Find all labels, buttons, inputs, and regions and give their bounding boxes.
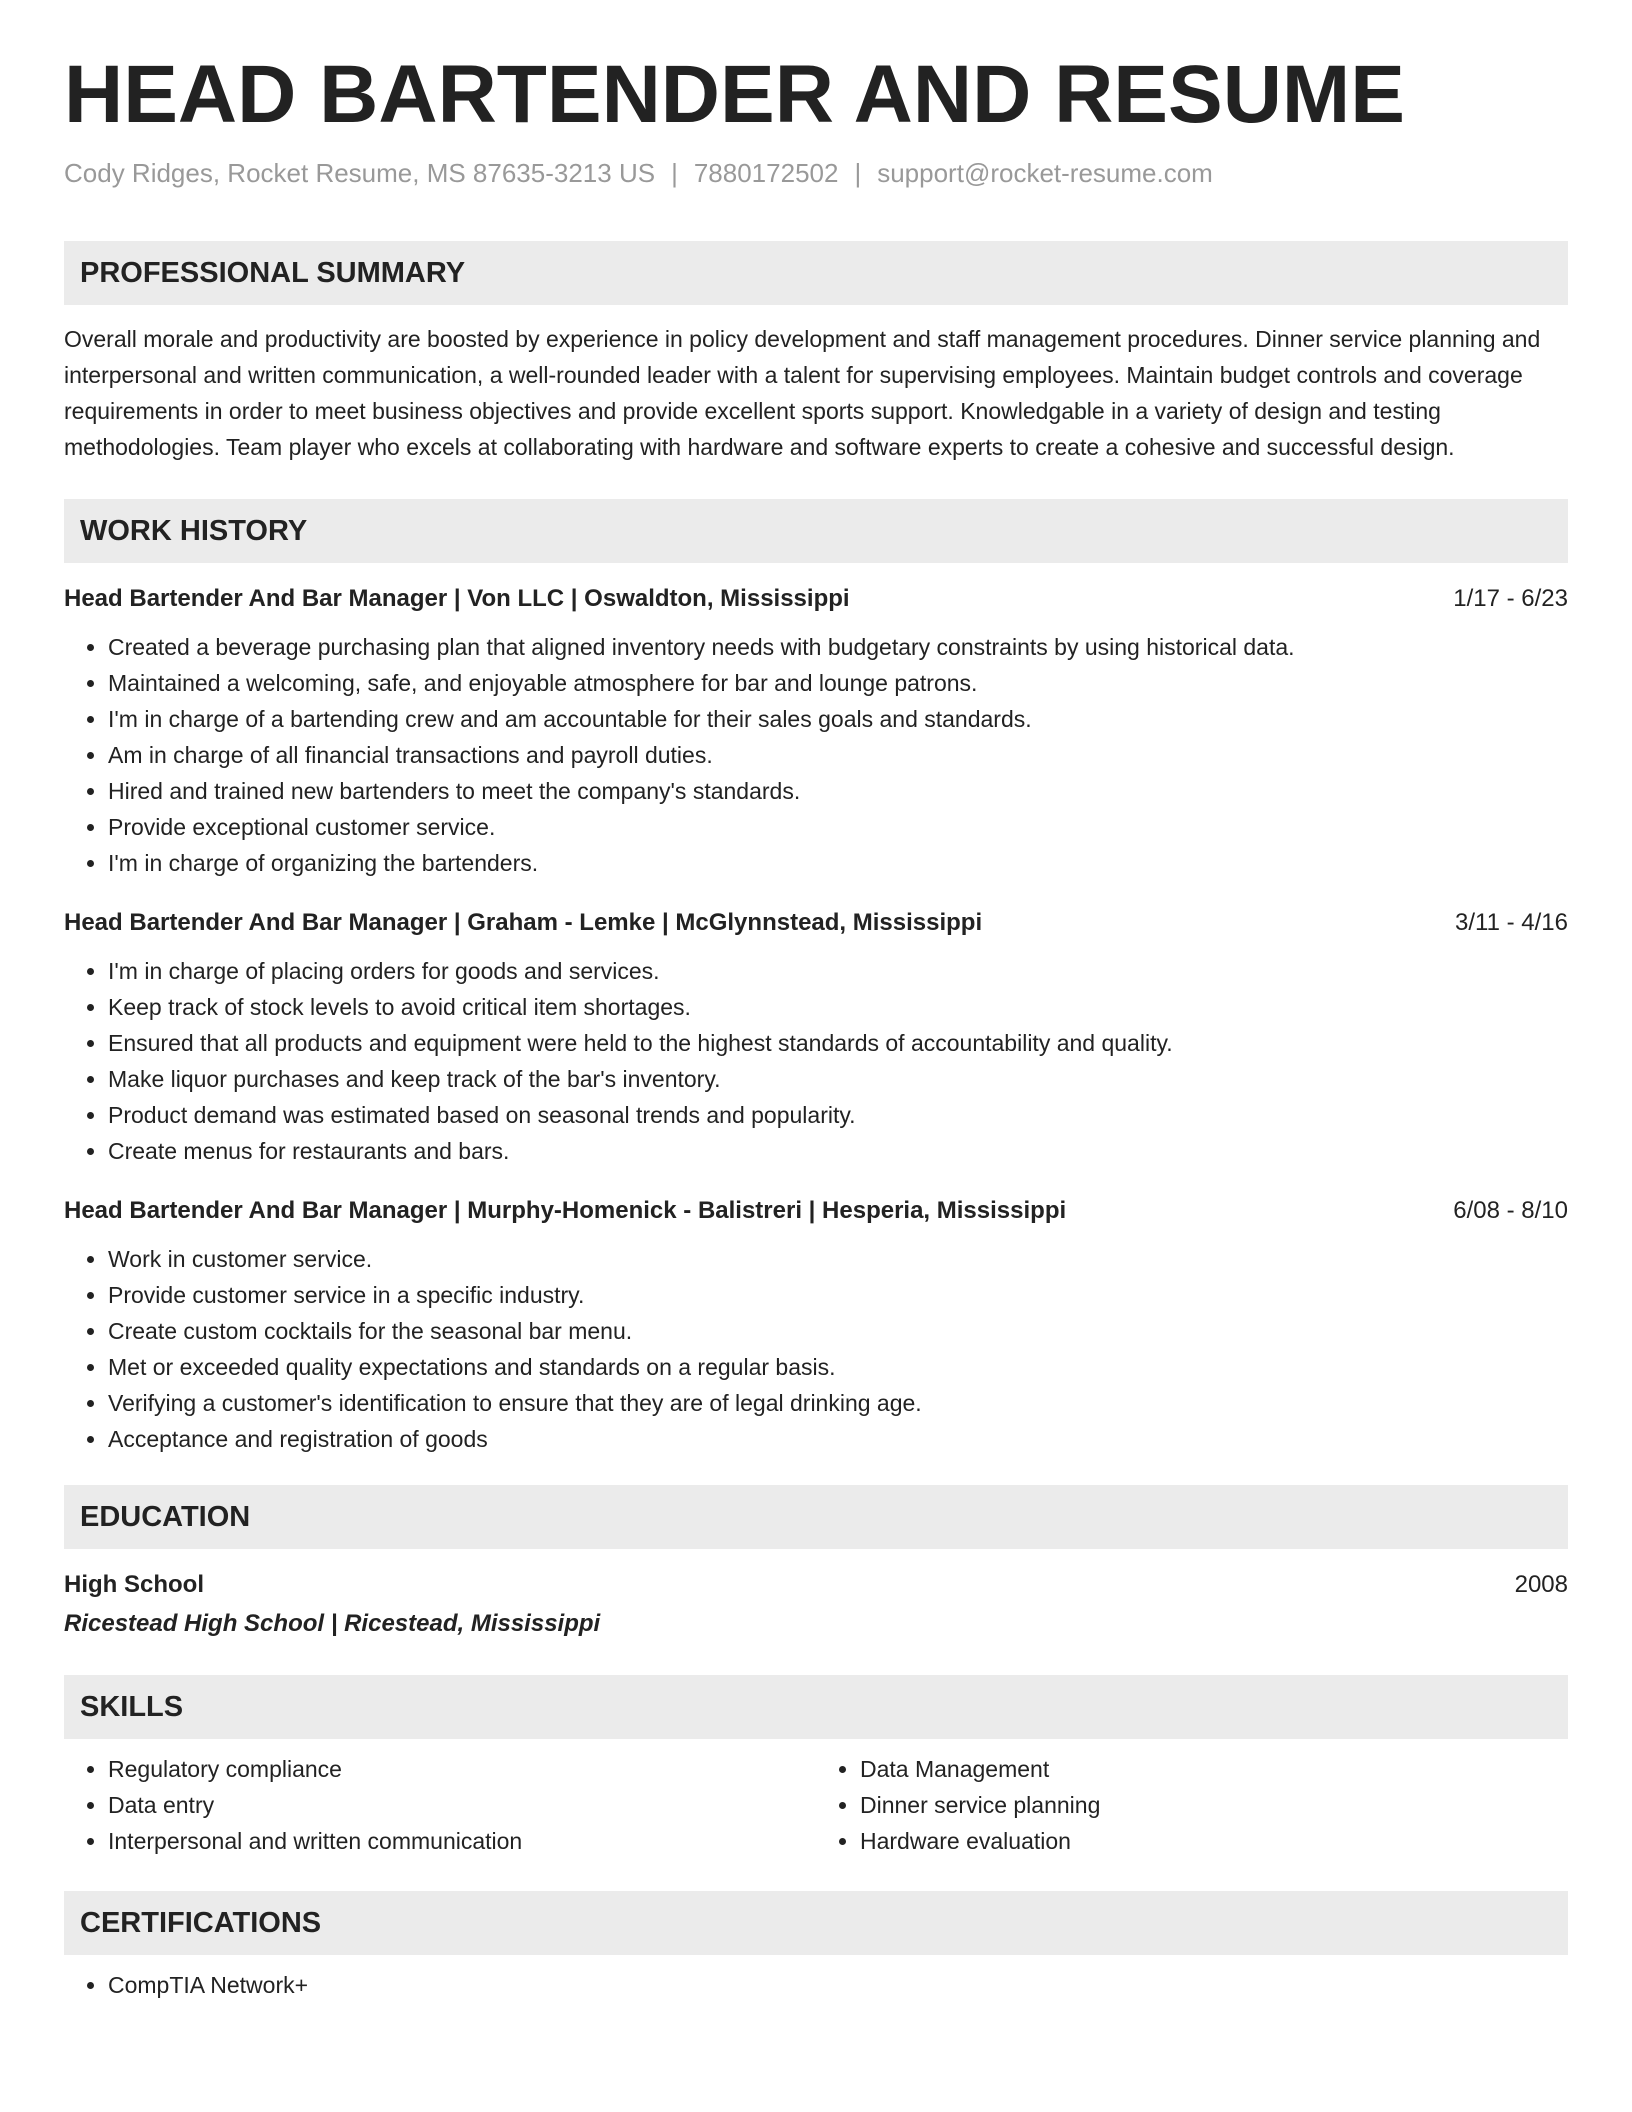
section-header-skills: SKILLS — [64, 1675, 1568, 1739]
contact-separator: | — [854, 158, 862, 189]
job-entry — [64, 581, 1568, 881]
job-bullet: • Am in charge of all financial transactions and payroll duties. — [108, 737, 1568, 773]
skill-item: • Dinner service planning — [860, 1787, 1568, 1823]
education-entry — [64, 1567, 1568, 1645]
job-dates: 1/17 - 6/23 — [1453, 585, 1568, 613]
job-bullet: • Make liquor purchases and keep track of the bar's inventory. — [108, 1061, 1568, 1097]
certification-item: • CompTIA Network+ — [108, 1967, 1568, 2003]
job-bullet: • I'm in charge of organizing the bartenders. — [108, 845, 1568, 881]
job-bullet: • Verifying a customer's identification to ensure that they are of legal drinking age. — [108, 1385, 1568, 1421]
job-bullet: • Keep track of stock levels to avoid critical item shortages. — [108, 989, 1568, 1025]
resume-page — [64, 50, 1568, 2003]
job-bullet: • Maintained a welcoming, safe, and enjoyable atmosphere for bar and lounge patrons. — [108, 665, 1568, 701]
certifications-list — [64, 1967, 1568, 2003]
job-bullet: • Met or exceeded quality expectations and standards on a regular basis. — [108, 1349, 1568, 1385]
job-bullet: • Product demand was estimated based on seasonal trends and popularity. — [108, 1097, 1568, 1133]
job-bullet: • Ensured that all products and equipment were held to the highest standards of accountability and quality. — [108, 1025, 1568, 1061]
contact-phone: 7880172502 — [693, 158, 839, 189]
contact-email: support@rocket-resume.com — [877, 158, 1213, 189]
skill-item: • Interpersonal and written communication — [108, 1823, 816, 1859]
job-bullet: • I'm in charge of placing orders for goods and services. — [108, 953, 1568, 989]
education-header — [64, 1567, 1568, 1603]
education-year: 2008 — [1514, 1571, 1568, 1599]
summary-text: Overall morale and productivity are boosted by experience in policy development and staff management procedures. Dinner service planning and interpersonal and written communication, a well-rounded leader with a talent for supervising employees. Maintain budget controls and coverage requirements in order to meet business objectives and provide excellent sports support. Knowledgable in a variety of design and testing methodologies. Team player who excels at collaborating with hardware and software experts to create a cohesive and successful design. — [64, 326, 1541, 461]
job-bullet: • Provide exceptional customer service. — [108, 809, 1568, 845]
job-bullet: • I'm in charge of a bartending crew and am accountable for their sales goals and standards. — [108, 701, 1568, 737]
skills-column-left — [64, 1751, 816, 1859]
section-header-certifications: CERTIFICATIONS — [64, 1891, 1568, 1955]
job-title: Head Bartender And Bar Manager | Graham - Lemke | McGlynnstead, Mississippi — [64, 909, 983, 937]
job-dates: 3/11 - 4/16 — [1455, 909, 1568, 937]
job-bullet: • Created a beverage purchasing plan that aligned inventory needs with budgetary constraints by using historical data. — [108, 629, 1568, 665]
job-title: Head Bartender And Bar Manager | Von LLC | Oswaldton, Mississippi — [64, 585, 850, 613]
job-entry — [64, 905, 1568, 1169]
job-header — [64, 905, 1568, 941]
job-header — [64, 581, 1568, 617]
job-bullets — [64, 1241, 1568, 1457]
contact-line — [64, 158, 1568, 189]
education-school: Ricestead High School | Ricestead, Mississippi — [64, 1610, 601, 1638]
job-entry — [64, 1193, 1568, 1457]
skill-item: • Data Management — [860, 1751, 1568, 1787]
education-degree: High School — [64, 1571, 204, 1599]
job-bullets — [64, 953, 1568, 1169]
job-bullet: • Acceptance and registration of goods — [108, 1421, 1568, 1457]
job-bullet: • Create menus for restaurants and bars. — [108, 1133, 1568, 1169]
skill-item: • Hardware evaluation — [860, 1823, 1568, 1859]
skill-item: • Regulatory compliance — [108, 1751, 816, 1787]
contact-address: Cody Ridges, Rocket Resume, MS 87635-3213 US — [64, 158, 656, 189]
section-header-education: EDUCATION — [64, 1485, 1568, 1549]
job-header — [64, 1193, 1568, 1229]
contact-separator: | — [671, 158, 678, 189]
skill-item: • Data entry — [108, 1787, 816, 1823]
job-bullet: • Hired and trained new bartenders to meet the company's standards. — [108, 773, 1568, 809]
job-bullet: • Work in customer service. — [108, 1241, 1568, 1277]
resume-title: HEAD BARTENDER AND RESUME — [64, 49, 1405, 140]
job-dates: 6/08 - 8/10 — [1453, 1197, 1568, 1225]
job-bullet: • Create custom cocktails for the seasonal bar menu. — [108, 1313, 1568, 1349]
job-bullet: • Provide customer service in a specific industry. — [108, 1277, 1568, 1313]
job-title: Head Bartender And Bar Manager | Murphy-Homenick - Balistreri | Hesperia, Mississippi — [64, 1197, 1067, 1225]
skills-list — [64, 1751, 1568, 1859]
section-header-work-history: WORK HISTORY — [64, 499, 1568, 563]
skills-column-right — [816, 1751, 1568, 1859]
job-bullets — [64, 629, 1568, 881]
section-header-summary: PROFESSIONAL SUMMARY — [64, 241, 1568, 305]
